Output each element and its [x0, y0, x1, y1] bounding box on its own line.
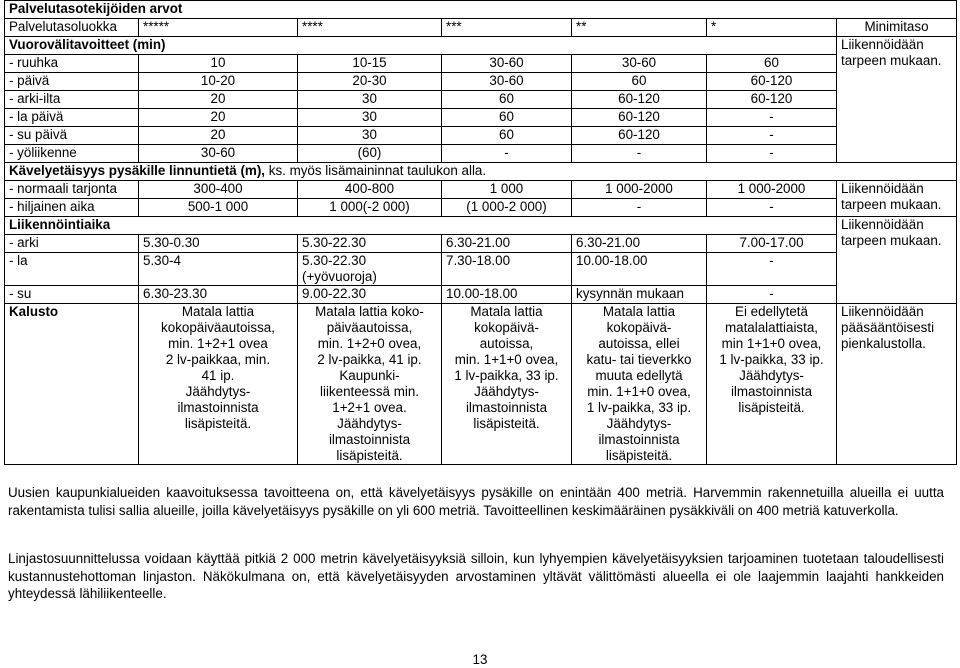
frequency-minimum: Liikennöidään tarpeen mukaan.	[837, 37, 957, 163]
level-row-label: Palvelutasoluokka	[5, 19, 139, 37]
table-row: - päivä 10-20 20-30 30-60 60 60-120	[5, 73, 957, 91]
service-level-table	[4, 0, 957, 465]
table-row: - arki-ilta 20 30 60 60-120 60-120	[5, 91, 957, 109]
level-5-stars: *****	[139, 19, 298, 37]
frequency-header: Vuorovälitavoitteet (min)	[5, 37, 837, 55]
level-1-star: *	[707, 19, 837, 37]
paragraph-network-planning: Linjastosuunnittelussa voidaan käyttää pitkiä 2 000 metrin kävelyetäisyyksiä silloin, kun lyhyempien kävelyetäisyyksien tarjoaminen tuotetaan taloudellisesti kustannustehottoman linjaston. Näkökulmana on, että kävelyetäisyyden arvostaminen yltävät välittömästi alueella ei ole laajemmin laajahti hankkeiden yhteydessä lähiliikenteelle.	[8, 551, 944, 601]
level-4-stars: ****	[298, 19, 442, 37]
table-row: - la päivä 20 30 60 60-120 -	[5, 109, 957, 127]
page-number: 13	[472, 652, 488, 667]
table-row: - hiljainen aika 500-1 000 1 000(-2 000) (1 000-2 000) - -	[5, 199, 957, 217]
fleet-label: Kalusto	[5, 304, 139, 465]
level-2-stars: **	[572, 19, 707, 37]
table-row: - yöliikenne 30-60 (60) - - -	[5, 145, 957, 163]
table-row: - normaali tarjonta 300-400 400-800 1 000 1 000-2000 1 000-2000 Liikennöidään tarpeen mukaan.	[5, 181, 957, 199]
walking-header	[5, 163, 957, 181]
fleet-minimum: Liikennöidään pääsääntöisesti pienkalustolla.	[837, 304, 957, 465]
walking-header-title: Kävelyetäisyys pysäkille linnuntietä (m),	[9, 163, 266, 178]
minimum-level-header: Minimitaso	[837, 19, 957, 37]
table-row: - su 6.30-23.30 9.00-22.30 10.00-18.00 kysynnän mukaan -	[5, 286, 957, 304]
table-row: Kalusto Matala lattia kokopäiväautoissa, min. 1+2+1 ovea 2 lv-paikkaa, min. 41 ip. Jäähdytys- ilmastoinnista lisäpisteitä. Matala lattia koko- päiväautoissa, min. 1+2+0 ovea, 2 lv-paikka, 41 ip. Kaupunki- liikenteessä min. 1+2+1 ovea. Jäähdytys- ilmastoinnista lisäpisteitä. Matala lattia kokopäivä- autoissa, min. 1+1+0 ovea, 1 lv-paikka, 33 ip. Jäähdytys- ilmastoinnista lisäpisteitä. Matala lattia kokopäivä- autoissa, ellei katu- tai tieverkko muuta edellytä min. 1+1+0 ovea, 1 lv-paikka, 33 ip. Jäähdytys- ilmastoinnista lisäpisteitä. Ei edellytetä matalalattiaista, min 1+1+0 ovea, 1 lv-paikka, 33 ip. Jäähdytys- ilmastoinnista lisäpisteitä. Liikennöidään pääsääntöisesti pienkalustolla.	[5, 304, 957, 465]
table-title: Palvelutasotekijöiden arvot	[5, 1, 957, 19]
table-row: - su päivä 20 30 60 60-120 -	[5, 127, 957, 145]
table-row: - la 5.30-4 5.30-22.30 (+yövuoroja) 7.30-18.00 10.00-18.00 -	[5, 253, 957, 286]
hours-header: Liikennöintiaika	[5, 217, 837, 235]
paragraph-walking-distance: Uusien kaupunkialueiden kaavoituksessa tavoitteena on, että kävelyetäisyys pysäkille on enintään 400 metriä. Harvemmin rakennetuilla alueilla ei uutta rakentamista tulisi sallia alueille, joilla kävelyetäisyys pysäkille on yli 600 metriä. Tavoitteellinen keskimääräinen pysäkkiväli on 400 metriä katuverkolla.	[8, 485, 944, 518]
hours-minimum: Liikennöidään tarpeen mukaan.	[837, 217, 957, 304]
level-3-stars: ***	[442, 19, 572, 37]
table-row: - arki 5.30-0.30 5.30-22.30 6.30-21.00 6.30-21.00 7.00-17.00	[5, 235, 957, 253]
table-row: - ruuhka 10 10-15 30-60 30-60 60	[5, 55, 957, 73]
walking-minimum: Liikennöidään tarpeen mukaan.	[837, 181, 957, 217]
walking-header-note: ks. myös lisämaininnat taulukon alla.	[265, 163, 487, 178]
